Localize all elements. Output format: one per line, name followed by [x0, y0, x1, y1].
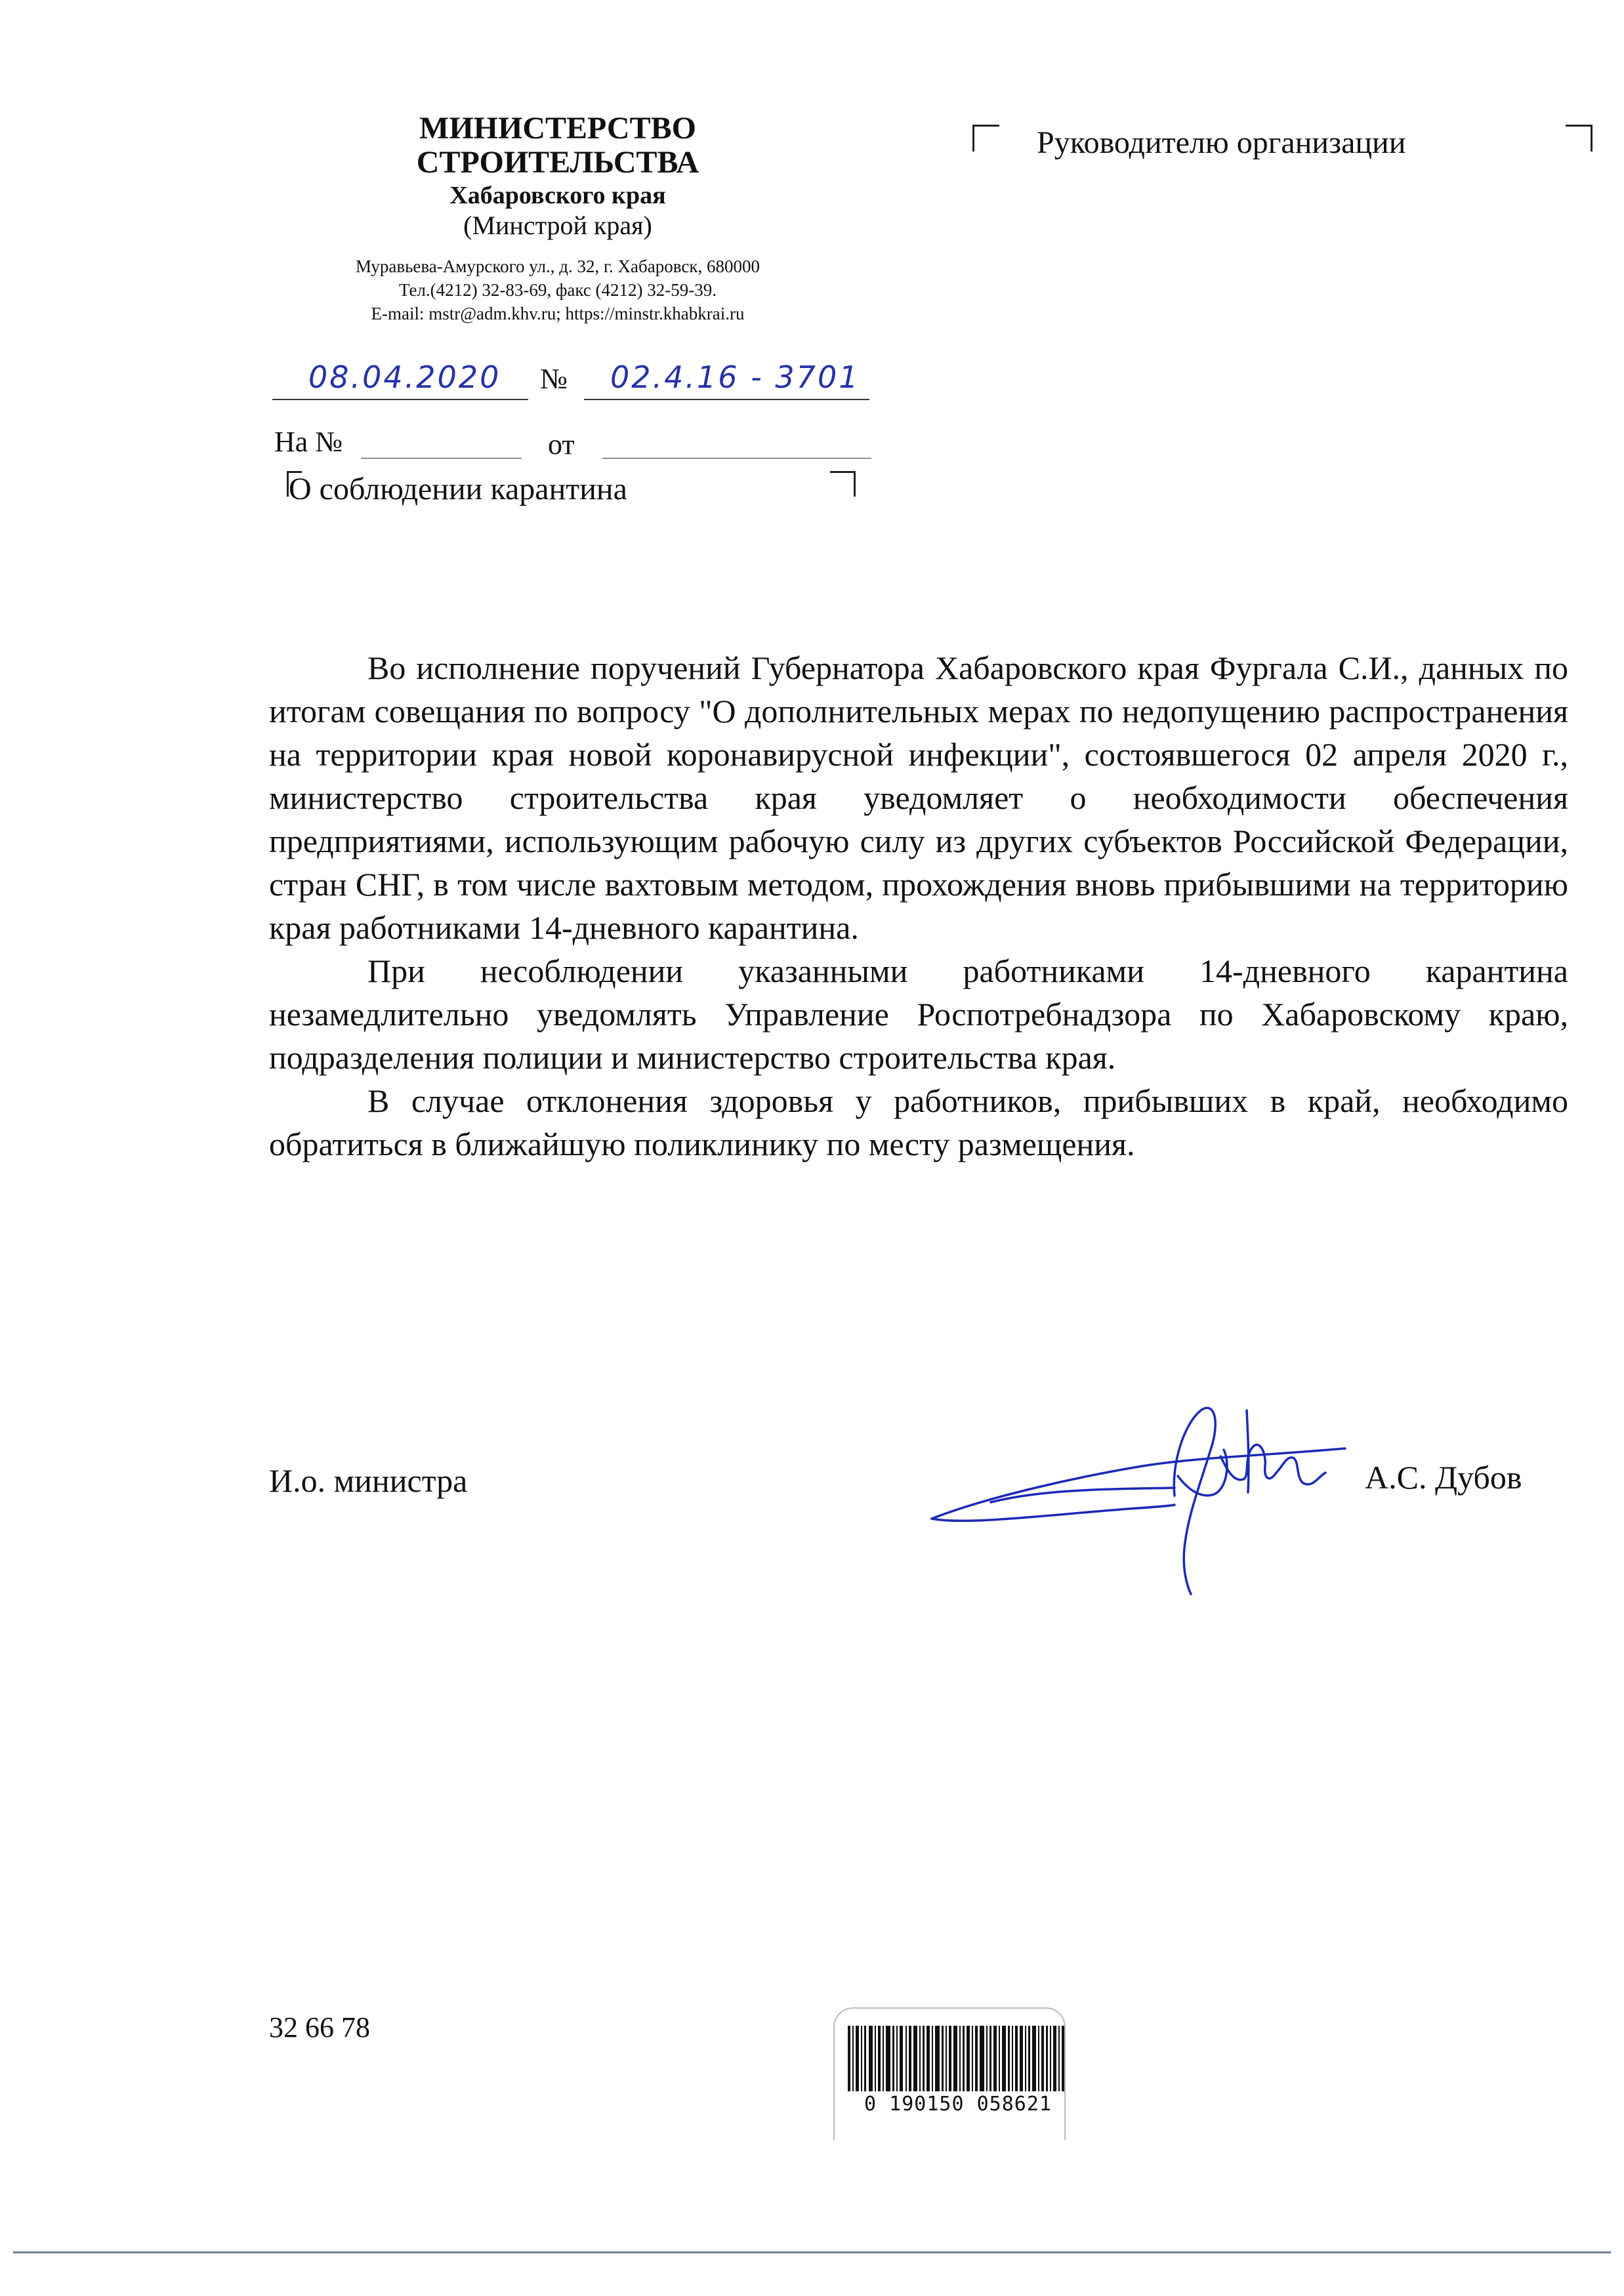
letterhead-address: Муравьева-Амурского ул., д. 32, г. Хабаровск, 680000 — [356, 256, 760, 276]
letter-body — [269, 646, 1568, 1166]
barcode — [848, 2026, 1064, 2091]
body-paragraph-1: Во исполнение поручений Губернатора Хабаровского края Фургала С.И., данных по итогам совещания по вопросу "О дополнительных мерах по недопущению распространения на территории края новой коронавирусной инфекции", состоявшегося 02 апреля 2020 г., министерство строительства края уведомляет о необходимости обеспечения предприятиями, использующим рабочую силу из других субъектов Российской Федерации, стран СНГ, в том числе вахтовым методом, прохождения вновь прибывшими на территорию края работниками 14-дневного карантина. — [269, 649, 1568, 946]
document-number: 02.4.16 - 3701 — [610, 359, 860, 395]
signatory-name: А.С. Дубов — [1365, 1459, 1522, 1496]
body-paragraph-2: При несоблюдении указанными работниками 14-дневного карантина незамедлительно уведомлять Управление Роспотребнадзора по Хабаровскому краю, подразделения полиции и министерство строительства края. — [269, 953, 1568, 1076]
handwritten-signature — [912, 1384, 1358, 1601]
body-paragraph-3: В случае отклонения здоровья у работников, прибывших в край, необходимо обратиться в ближайшую поликлинику по месту размещения. — [269, 1082, 1568, 1162]
letterhead-ministry-line1: МИНИСТЕРСТВО — [419, 111, 696, 146]
recipient-corner-right — [1566, 125, 1593, 152]
footer-rule — [13, 2251, 1611, 2253]
from-underline — [602, 458, 871, 459]
letterhead-phone: Тел.(4212) 32-83-69, факс (4212) 32-59-39. — [398, 280, 717, 300]
letterhead-region: Хабаровского края — [449, 182, 666, 209]
subject: О соблюдении карантина — [289, 472, 627, 506]
signatory-position: И.о. министра — [269, 1462, 468, 1499]
subject-corner-right — [830, 471, 856, 497]
document-date: 08.04.2020 — [308, 359, 501, 395]
letterhead-email: E-mail: mstr@adm.khv.ru; https://minstr.khabkrai.ru — [371, 304, 745, 323]
barcode-number: 0 190150 058621 — [864, 2093, 1052, 2116]
recipient-corner-left — [972, 125, 999, 152]
executor-code: 32 66 78 — [269, 2011, 370, 2043]
reply-to-label: На № — [274, 426, 343, 458]
from-label: от — [548, 428, 575, 461]
date-underline — [272, 399, 528, 400]
reply-to-underline — [361, 458, 522, 459]
letterhead — [282, 112, 833, 325]
number-underline — [584, 399, 869, 400]
letterhead-short-name: (Минстрой края) — [463, 211, 652, 240]
letterhead-ministry-line2: СТРОИТЕЛЬСТВА — [416, 145, 699, 180]
number-sign: № — [540, 363, 568, 395]
recipient: Руководителю организации — [1037, 125, 1406, 160]
